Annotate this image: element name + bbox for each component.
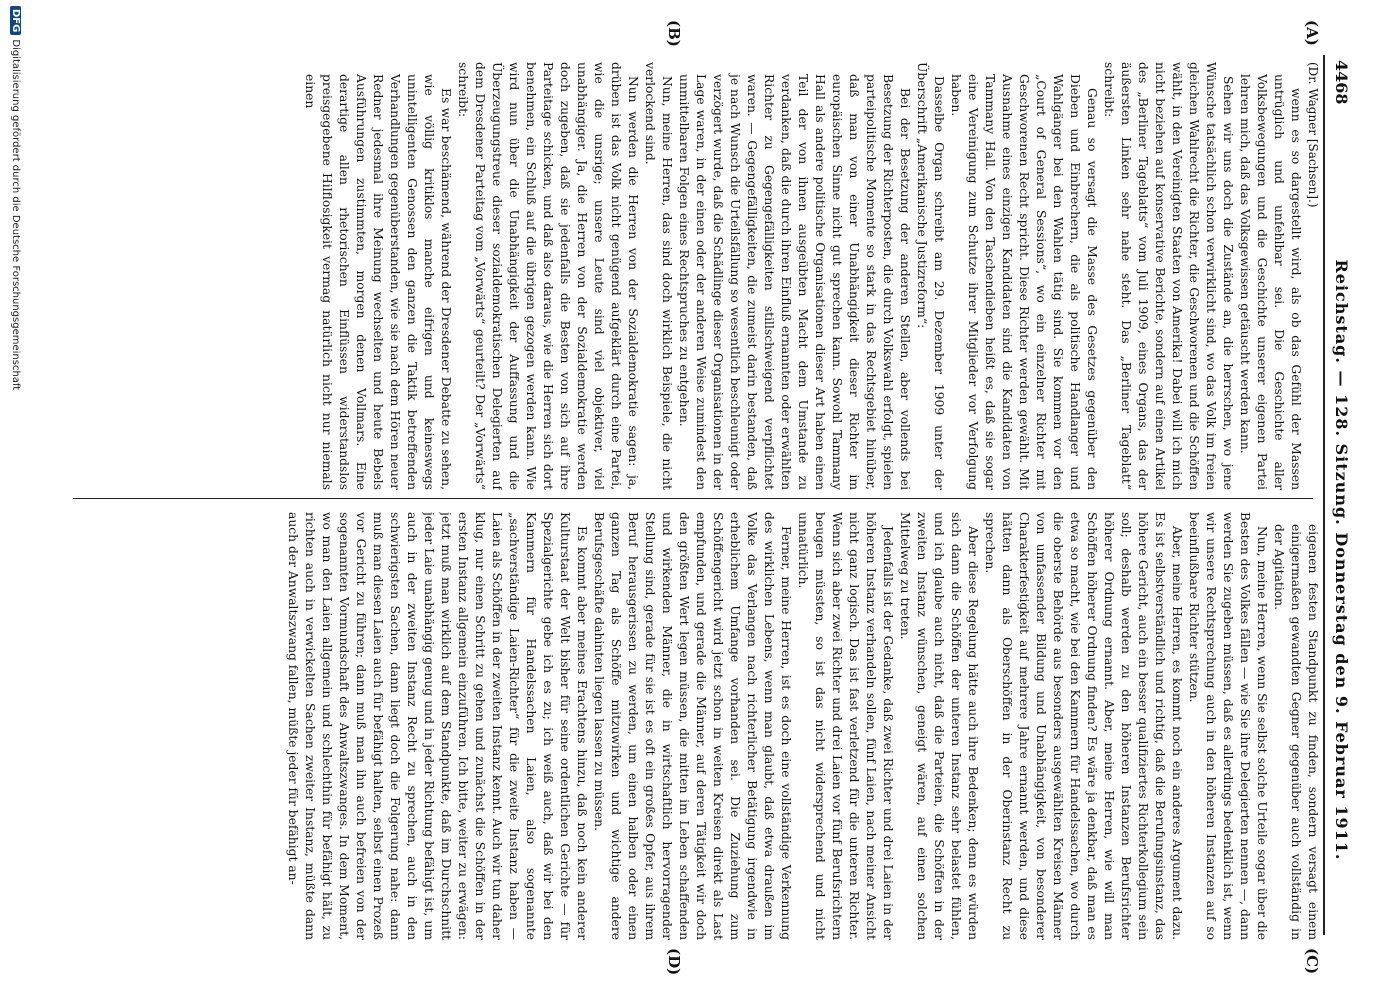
paragraph: Es war beschämend, während der Dresdener Debatte zu sehen, wie völlig kritiklos manche eifrigen und keineswegs unintelligenten Genossen den ganzen die Taktik betreffenden Verhandlungen gegenüberstanden, wie sie nach dem Hören neuer Redner jedesmal ihre Meinung wechselten und heute Bebels Ausführungen zustimmten, morgen denen Vollmars. Eine derartige allen rhetorischen Einflüssen widerstandslos preisgegebene Hilflosigkeit vermag natürlich nicht nur niemals einen <box>303 74 453 490</box>
page-header <box>1325 60 1351 940</box>
paragraph: Nun werden die Herren von der Sozialdemokratie sagen: ja, drüben ist das Volk nicht genügend aufgeklärt durch eine Partei, wie die unsrige; unsere Leute sind viel objektiver, viel unabhängiger. Ja, die Herren von der Sozialdemokratie werden doch zugeben, daß sie jedenfalls die Besten von sich auf ihre Parteitage schicken, und daß also daraus, wie die Herren sich dort benehmen, ein Schluß auf die übrigen gezogen werden kann. Wie wird nun über die Unabhängigkeit der Auffassung und die Überzeugungstreue dieser sozialdemokratischen Delegierten auf dem Dresdener Parteitag vom „Vorwärts“ geurteilt? Der „Vorwärts“ schreibt: <box>456 62 640 490</box>
paragraph: Es kommt aber meines Erachtens hinzu, daß noch kein anderer Kulturstaat der Welt bisher für seine ordentlichen Gerichte — für Spezialgerichte gebe ich es zu; ich weiß auch, daß wir bei den Kammern für Handelssachen Laien, also sogenannte „sachverständige Laien-Richter“ für die zweite Instanz haben — Laien als Schöffen in der zweiten Instanz kennt. Auch wir tun daher klug, nur einen Schritt zu gehen und zunächst die Schöffen in der ersten Instanz allgemein einzuführen. Ich bitte, weiter zu erwägen: jetzt muß man wirklich auf dem Standpunkte, daß im Durchschnitt jeder Laie unabhängig genug und in jeder Richtung befähigt ist, um auch in der zweiten Instanz Recht zu sprechen, auch in den schwierigsten Sachen, dann liegt doch die Folgerung nahe: dann muß man diesen Laien auch für befähigt halten, selbst einen Prozeß vor Gericht zu führen; dann muß man ihn auch befreien von der sogenannten Vormundschaft des Anwaltszwanges. In dem Moment, wo man den Laien allgemein und schlechthin für befähigt hält, zu richten auch in verwickelten Sachen zweiter Instanz, müßte dann auch der Anwaltszwang fallen, müßte jeder für befähigt an- <box>286 512 589 940</box>
running-title: Reichstag. — 128. Sitzung. Donnerstag den 9. Februar 1911. <box>1332 259 1351 861</box>
margin-mark-b: (B) <box>665 20 683 47</box>
paragraph: eigenen festen Standpunkt zu finden, sondern versagt einem einigermaßen gewandten Gegner gegenüber auch vollständig in der Agitation. <box>1272 524 1320 940</box>
dfg-logo: DFG <box>10 6 21 35</box>
margin-mark-d: (D) <box>665 948 683 976</box>
speaker-label: (Dr. Wagner [Sachsen].) <box>1306 62 1320 208</box>
header-rule <box>1323 55 1325 935</box>
paragraph: Nun, meine Herren, das sind doch wirklich Beispiele, die nicht verlockend sind. <box>643 62 674 490</box>
paragraph: Sehen wir uns doch die Zustände an, die herrschen, wo jene Wünsche tatsächlich schon verwirklicht sind, wo das Volk im freien gleichen Wahlrecht die Richter, die Geschworenen und die Schöffen wählt, in den Vereinigten Staaten von Amerika! Dabei will ich mich nicht beziehen auf konservative Berichte, sondern auf einen Artikel des „Berliner Tageblatts“ vom Juli 1909, eines Organs, das der äußersten Linken sehr nahe steht. Das „Berliner Tageblatt“ schreibt: <box>1102 62 1235 490</box>
right-column <box>61 512 1321 940</box>
paragraph: wenn es so dargestellt wird, als ob das Gefühl der Massen untrüglich und unfehlbar sei. Die Geschichte aller Volksbewegungen und die Geschichte unserer eigenen Partei lehren mich, daß das Volksgewissen getäuscht werden kann. <box>1238 74 1303 490</box>
paragraph: Aber diese Regelung hätte auch ihre Bedenken; denn es würden sich dann die Schöffen der unteren Instanz sehr belastet fühlen, und ich glaube auch nicht, daß die Parteien, die Schöffen in der zweiten Instanz wünschen, geneigt wären, auf einen solchen Mittelweg zu treten. <box>898 512 980 940</box>
left-column <box>61 62 1321 490</box>
paragraph: Dasselbe Organ schreibt am 29. Dezember 1909 unter der Überschrift „Amerikanische Justizreform“: <box>915 62 946 490</box>
margin-mark-a: (A) <box>1303 20 1321 46</box>
margin-mark-c: (C) <box>1303 948 1321 975</box>
paragraph: Bei der Besetzung der anderen Stellen, aber vollends bei Besetzung der Richterposten, die durch Volkswahl erfolgt, spielen parteipolitische Momente so stark in das Rechtsgebiet hinüber, daß man von einer Unabhängigkeit dieser Richter im europäischen Sinne nicht gut sprechen kann. Sowohl Tammany Hall als andere politische Organisationen dieser Art haben einen Teil der von ihnen ausgeübten Macht dem Umstande zu verdanken, daß die durch ihren Einfluß ernannten oder erwählten Richter zu Gegengefälligkeiten stillschweigend verpflichtet waren. — Gegengefälligkeiten, die zumeist darin bestanden, daß je nach Wunsch die Urteilsfällung so wesentlich beschleunigt oder verzögert wurde, daß die Schädlinge dieser Organisationen in der Lage waren, in der einen oder der anderen Weise zumindest den unmittelbaren Folgen eines Rechtspruches zu entgehen. <box>677 74 912 490</box>
column-divider <box>73 498 1313 499</box>
paragraph: Jedenfalls ist der Gedanke, daß zwei Richter und drei Laien in der höheren Instanz verhandeln sollen, fünf Laien, nach meiner Ansicht nicht ganz logisch. Das ist fast verletzend für die unteren Richter. Wenn sich aber zwei Richter und drei Laien vor fünf Berufsrichtern beugen müssten, so ist das nicht widersprechend und nicht unnatürlich. <box>796 512 895 940</box>
page-number: 4468 <box>1332 60 1351 105</box>
paragraph: Nun, meine Herren, wenn Sie selbst solche Urteile sogar über die Besten des Volkes fällen — wie Sie ihre Delegierten nennen —, dann werden Sie zugeben müssen, daß es allerdings bedenklich ist, wenn wir unsere Rechtsprechung auch in den höheren Instanzen auf so beeinflußbare Richter stützen. <box>1187 512 1269 940</box>
paragraph: Ferner, meine Herren, ist es doch eine vollständige Verkennung des wirklichen Lebens, wenn man glaubt, daß etwa draußen im Volke das Verlangen nach richterlicher Betätigung irgendwie in erheblichem Umfange vorhanden sei. Die Zuziehung zum Schöffengericht wird jetzt schon in weiten Kreisen direkt als Last empfunden, und gerade die Männer, auf deren Tätigkeit wir doch den größten Wert legen müssen, die mitten im Leben schaffenden und wirkenden Männer, die in wirtschaftlich hervorragender Stellung sind, gerade für sie ist es oft ein großes Opfer, aus ihrem Beruf herausgerissen zu werden, um einen halben oder einen ganzen Tag als Schöffe mitzuwirken und wichtige andere Berufsgeschäfte dahinten liegen lassen zu müssen. <box>592 512 793 940</box>
credit-text: Digitalisierung gefördert durch die Deutsche Forschungsgemeinschaft <box>10 39 21 391</box>
digitization-credit <box>10 6 21 390</box>
paragraph: Genau so versagt die Masse des Gesetzes gegenüber den Dieben und Einbrechern, die als politische Handlanger und Wahlgänger bei den Wahlen tätig sind. Sie kommen vor den „Court of General Sessions“, wo ein einzelner Richter mit Geschworenen Recht spricht. Diese Richter werden gewählt. Mit Ausnahme eines einzigen Kandidaten sind die Kandidaten von Tammany Hall. Von den Taschendieben heißt es, daß sie sogar eine Vereinigung zum Schutze ihrer Mitglieder vor Verfolgung haben. <box>949 74 1099 490</box>
paragraph: Aber, meine Herren, es kommt noch ein anderes Argument dazu. Es ist selbstverständlich und richtig, daß die Berufungsinstanz, das höhere Gericht, auch ein besser qualifiziertes Richterkollegium sein soll; deshalb werden zu den höheren Instanzen Berufsrichter höherer Ordnung ernannt. Aber, meine Herren, wie will man Schöffen höherer Ordnung finden? Es wäre ja denkbar, daß man es etwa so macht, wie bei den Kammern für Handelssachen, wo durch die oberste Behörde aus besonders ausgewählten Kreisen Männer von umfassender Bildung und Unabhängigkeit, von besonderer Charakterfestigkeit auf mehrere Jahre ernannt werden, und diese hätten dann als Oberschöffen in der Oberinstanz Recht zu sprechen. <box>983 512 1184 940</box>
